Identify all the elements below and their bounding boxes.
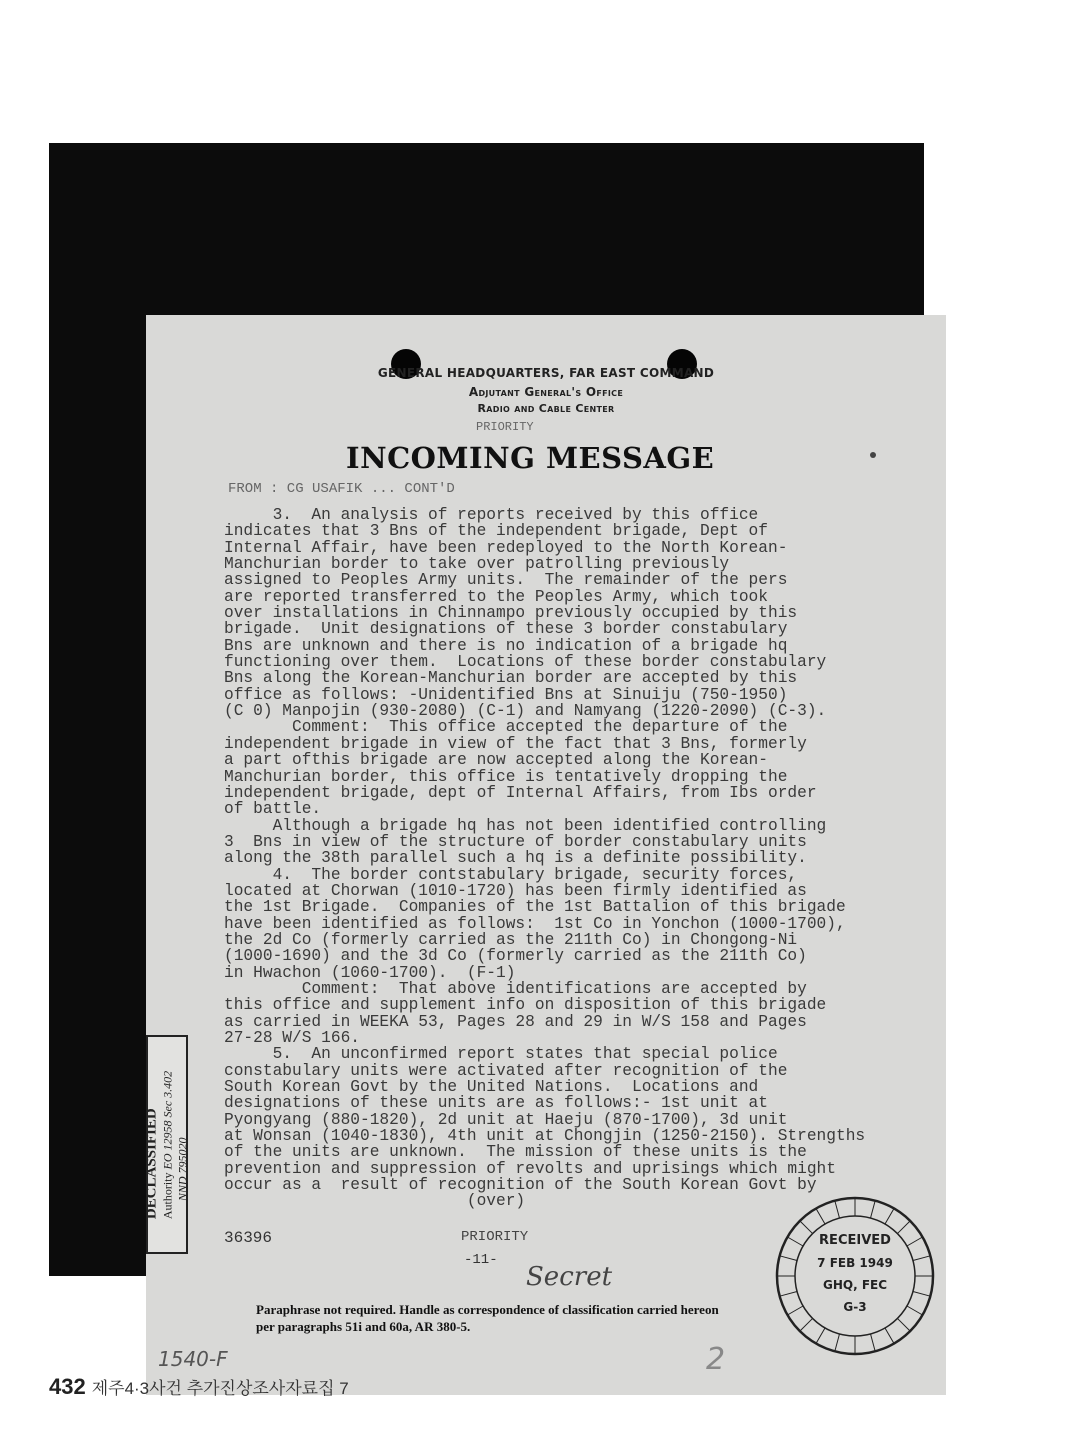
body-line: independent brigade in view of the fact that 3 Bns, formerly <box>224 734 807 753</box>
stamp-tick <box>816 1208 825 1224</box>
body-line: 4. The border contstabulary brigade, security forces, <box>224 865 798 884</box>
body-line: (1000-1690) and the 3d Co (formerly carried as the 211th Co) <box>224 947 807 966</box>
letterhead-line-1: GENERAL HEADQUARTERS, FAR EAST COMMAND <box>377 366 715 380</box>
body-line: Bns are unknown and there is no indication of a brigade hq <box>224 636 788 655</box>
body-line: indicates that 3 Bns of the independent brigade, Dept of <box>224 522 768 541</box>
secret-handwritten-classification: Secret <box>526 1262 613 1292</box>
handwritten-mark: 2 <box>706 1342 726 1377</box>
body-line: Comment: That above identifications are accepted by <box>224 979 807 998</box>
stamp-tick <box>885 1208 894 1224</box>
body-line: in Hwachon (1060-1700). (F-1) <box>224 963 516 982</box>
stamp-tick <box>800 1318 813 1331</box>
book-title: 제주4·3사건 추가진상조사자료집 7 <box>91 1379 349 1398</box>
body-line: Pyongyang (880-1820), 2d unit at Haeju (870-1700), 3d unit <box>224 1110 788 1129</box>
page-footer <box>49 1374 349 1400</box>
body-line: 3. An analysis of reports received by this office <box>224 506 759 524</box>
footnote-line-2: per paragraphs 51i and 60a, AR 380-5. <box>256 1319 471 1334</box>
authority-label: Authority <box>160 1171 175 1219</box>
body-line: along the 38th parallel such a hq is a definite possibility. <box>224 849 807 868</box>
priority-bottom: PRIORITY <box>461 1229 529 1245</box>
nnd-number: NND 795020 <box>175 1136 190 1201</box>
body-line: this office and supplement info on disposition of this brigade <box>224 996 827 1015</box>
stamp-received: RECEIVED <box>819 1233 891 1248</box>
stamp-tick <box>871 1334 876 1351</box>
body-line: the 2d Co (formerly carried as the 211th Co) in Chongong-Ni <box>224 930 798 949</box>
body-line: 5. An unconfirmed report states that special police <box>224 1045 778 1064</box>
stamp-tick <box>897 1318 910 1331</box>
stamp-ring <box>774 1195 936 1357</box>
stamp-office: GHQ, FEC <box>822 1278 888 1292</box>
body-line: 3 Bns in view of the structure of border constabulary units <box>224 832 807 851</box>
body-line: (C 0) Manpojin (930-2080) (C-1) and Namyang (1220-2090) (C-3). <box>224 702 827 721</box>
body-line: Bns along the Korean-Manchurian border are accepted by this <box>224 669 798 688</box>
letterhead-line-3: Radio and Cable Center <box>477 402 615 415</box>
body-line: 27-28 W/S 166. <box>224 1029 360 1047</box>
body-line: assigned to Peoples Army units. The remainder of the pers <box>224 571 788 590</box>
body-line: prevention and suppression of revolts and uprisings which might <box>224 1159 836 1178</box>
stamp-tick <box>816 1328 825 1344</box>
body-line: of battle. <box>224 800 322 819</box>
stamp-section: G-3 <box>843 1300 867 1314</box>
dot-mark <box>870 452 876 458</box>
page-marker: -11- <box>464 1252 498 1268</box>
body-line: Internal Affair, have been redeployed to the North Korean- <box>224 538 788 557</box>
stamp-month-year: FEB 1949 <box>829 1256 893 1270</box>
body-line: constabulary units were activated after recognition of the <box>224 1061 788 1080</box>
handwritten-file-number: 1540-F <box>158 1347 228 1371</box>
letterhead-line-2: Adjutant General's Office <box>468 385 624 399</box>
handling-footnote <box>256 1301 719 1335</box>
stamp-tick <box>871 1201 876 1218</box>
scanned-document-frame <box>49 143 924 1377</box>
body-line: a part ofthis brigade are now accepted along the Korean- <box>224 751 768 770</box>
declassified-stamp <box>143 1035 190 1254</box>
body-line: (over) <box>224 1192 526 1211</box>
body-line: Comment: This office accepted the departure of the <box>224 718 788 737</box>
body-line: over installations in Chinnampo previously occupied by this <box>224 604 798 623</box>
body-line: of the units are unknown. The mission of these units is the <box>224 1143 807 1162</box>
stamp-tick <box>835 1334 840 1351</box>
body-line: at Wonsan (1040-1830), 4th unit at Chongjin (1250-2150). Strengths <box>224 1127 866 1146</box>
body-line: independent brigade, dept of Internal Affairs, from Ibs order <box>224 783 817 802</box>
body-line: located at Chorwan (1010-1720) has been firmly identified as <box>224 881 807 900</box>
body-line: office as follows: -Unidentified Bns at Sinuiju (750-1950) <box>224 685 788 704</box>
body-line: brigade. Unit designations of these 3 border constabulary <box>224 620 788 639</box>
stamp-day: 7 <box>817 1256 826 1270</box>
page-number: 432 <box>49 1374 86 1399</box>
body-line: have been identified as follows: 1st Co in Yonchon (1000-1700), <box>224 914 846 933</box>
from-line: FROM : CG USAFIK ... CONT'D <box>228 481 455 497</box>
body-line: Manchurian border, this office is tentatively dropping the <box>224 767 788 786</box>
message-sheet <box>143 315 946 1395</box>
message-body <box>224 507 865 1210</box>
message-number: 36396 <box>224 1229 273 1247</box>
stamp-tick <box>800 1221 813 1234</box>
footnote-line-1: Paraphrase not required. Handle as correspondence of classification carried hereon <box>256 1302 719 1317</box>
stamp-tick <box>835 1201 840 1218</box>
incoming-message-title: INCOMING MESSAGE <box>346 441 715 475</box>
body-line: Although a brigade hq has not been identified controlling <box>224 816 827 835</box>
stamp-tick <box>897 1221 910 1234</box>
priority-top: PRIORITY <box>476 420 534 434</box>
authority-value: EO 12958 Sec 3.402 <box>160 1070 175 1169</box>
body-line: designations of these units are as follows:- 1st unit at <box>224 1094 768 1113</box>
body-line: occur as a result of recognition of the South Korean Govt by <box>224 1176 817 1195</box>
body-line: are reported transferred to the Peoples Army, which took <box>224 587 768 606</box>
body-line: the 1st Brigade. Companies of the 1st Battalion of this brigade <box>224 898 846 917</box>
stamp-tick <box>885 1328 894 1344</box>
received-date-stamp <box>774 1195 936 1357</box>
declassified-label: DECLASSIFIED <box>143 1107 160 1219</box>
body-line: Manchurian border to take over patrolling previously <box>224 555 730 574</box>
body-line: functioning over them. Locations of these border constabulary <box>224 653 827 672</box>
body-line: as carried in WEEKA 53, Pages 28 and 29 in W/S 158 and Pages <box>224 1012 807 1031</box>
body-line: South Korean Govt by the United Nations. Locations and <box>224 1078 759 1097</box>
